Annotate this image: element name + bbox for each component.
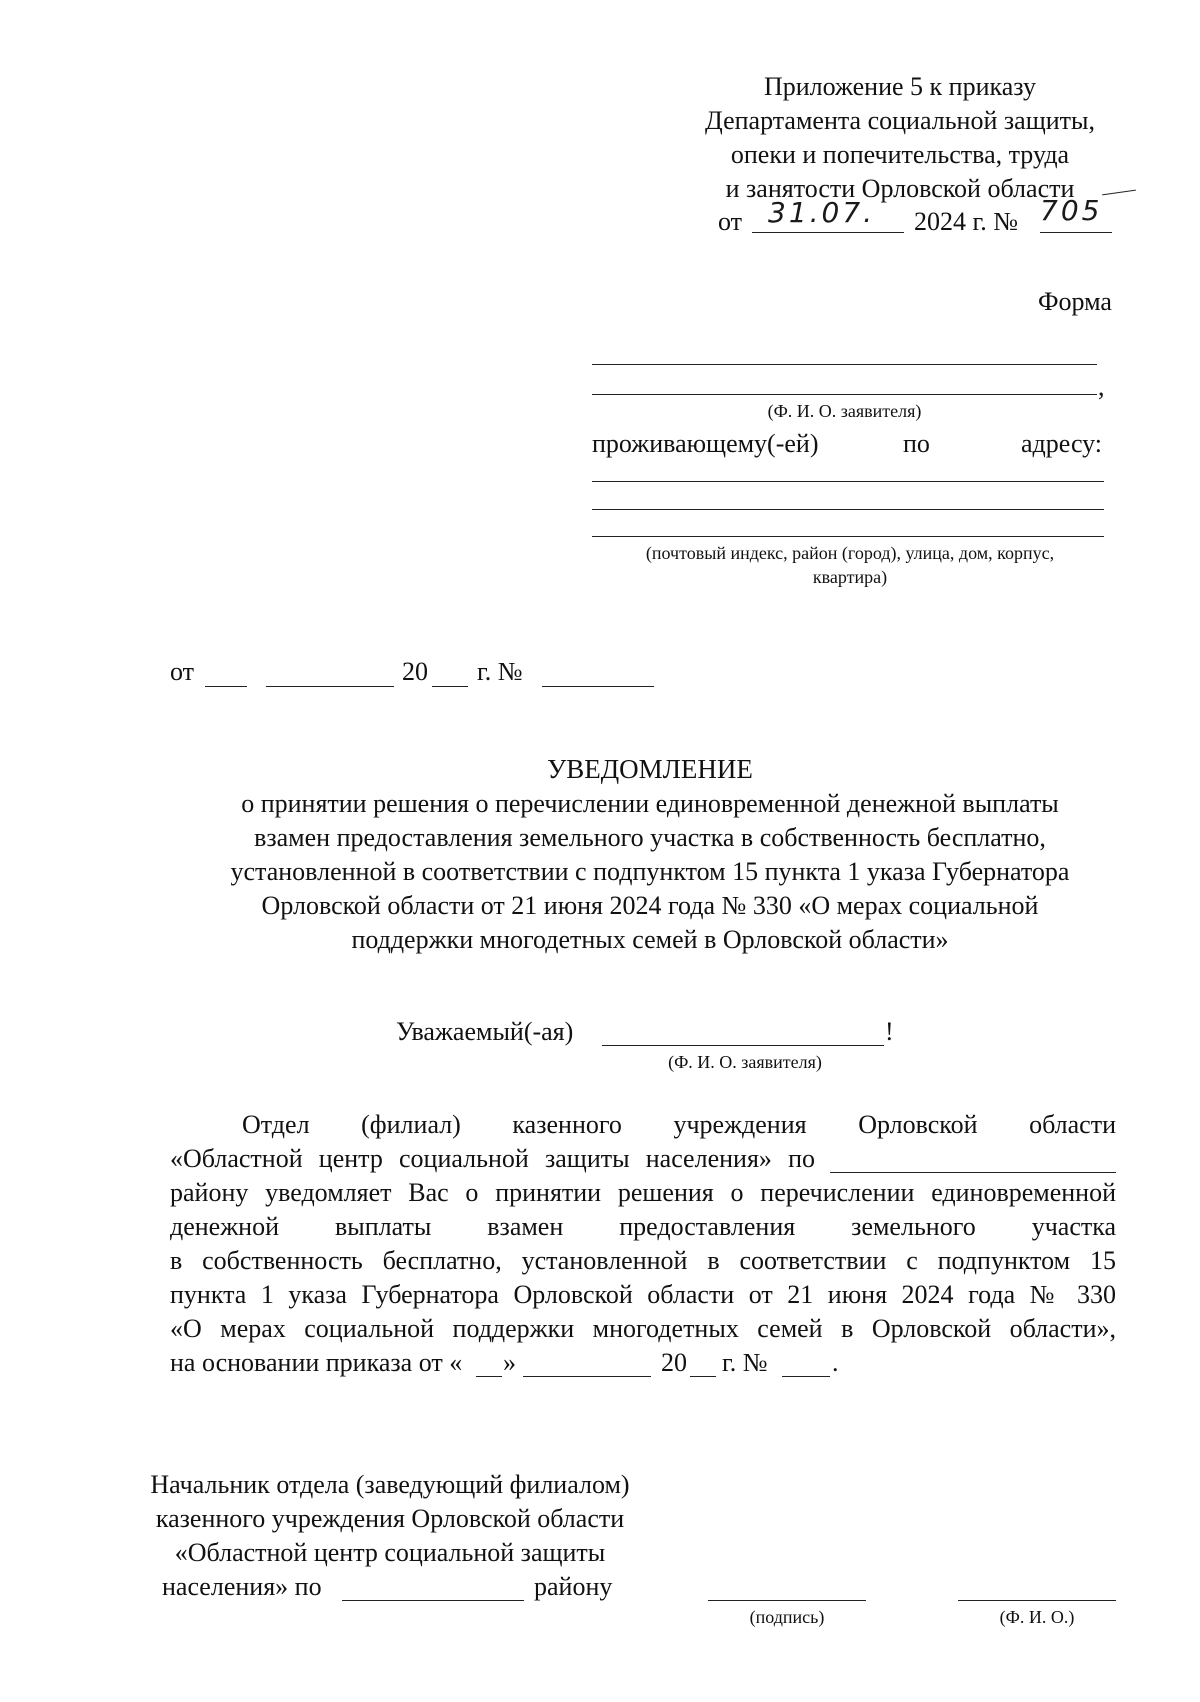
header-line-3: опеки и попечительства, труда: [730, 140, 1070, 169]
body-line-8-end: .: [832, 1348, 839, 1377]
title-line-1: о принятии решения о перечислении единовременной денежной выплаты: [241, 789, 1059, 818]
signer-fio-field[interactable]: [958, 1600, 1116, 1601]
body-line-8-no: г. №: [722, 1348, 768, 1377]
handwritten-stroke: [1102, 190, 1136, 196]
title-heading: УВЕДОМЛЕНИЕ: [547, 754, 753, 784]
body-line-3: району уведомляет Вас о принятии решения о перечислении единовременной: [170, 1178, 1116, 1207]
handwritten-number: 705: [1040, 194, 1103, 227]
body-line-8-prefix: на основании приказа от «: [170, 1348, 463, 1377]
address-line-3[interactable]: [592, 536, 1104, 537]
ref-century: 20: [402, 657, 428, 686]
header-date-prefix: от: [718, 207, 743, 236]
address-line-2[interactable]: [592, 509, 1104, 510]
signer-line-3: «Областной центр социальной защиты: [174, 1538, 606, 1567]
address-caption-1: (почтовый индекс, район (город), улица, дом, корпус,: [645, 543, 1055, 563]
greeting-name-field[interactable]: [602, 1045, 884, 1046]
body-line-2: «Областной центр социальной защиты населения» по: [170, 1144, 815, 1173]
title-line-5: поддержки многодетных семей в Орловской области»: [351, 925, 949, 954]
body-line-4: денежной выплаты взамен предоставления земельного участка: [170, 1212, 1116, 1241]
residing-word-1: проживающему(-ей): [592, 429, 819, 458]
greeting-text: Уважаемый(-ая): [396, 1017, 574, 1046]
header-line-2: Департамента социальной защиты,: [705, 106, 1095, 135]
header-line-4: и занятости Орловской области: [725, 174, 1075, 203]
signer-fio-caption: (Ф. И. О.): [999, 1607, 1075, 1627]
header-line-1: Приложение 5 к приказу: [763, 72, 1036, 101]
district-field[interactable]: [830, 1172, 1116, 1173]
handwritten-date: 31.07.: [768, 196, 876, 229]
order-year-field[interactable]: [690, 1376, 716, 1377]
greeting-exclamation: !: [885, 1017, 894, 1046]
title-line-2: взамен предоставления земельного участка в собственность бесплатно,: [254, 823, 1046, 852]
signer-line-1: Начальник отдела (заведующий филиалом): [150, 1470, 630, 1499]
greeting-caption: (Ф. И. О. заявителя): [668, 1052, 822, 1072]
signature-field[interactable]: [708, 1600, 866, 1601]
body-line-6: пункта 1 указа Губернатора Орловской области от 21 июня 2024 года № 330: [170, 1280, 1116, 1309]
body-line-1: Отдел (филиал) казенного учреждения Орловской области: [242, 1110, 1116, 1139]
fio-caption: (Ф. И. О. заявителя): [767, 401, 922, 421]
ref-month-field[interactable]: [266, 686, 394, 687]
ref-prefix: от: [170, 657, 195, 686]
ref-number-field[interactable]: [542, 686, 654, 687]
ref-year-suffix: г. №: [477, 657, 523, 686]
fio-line-2[interactable]: [592, 394, 1097, 395]
title-line-3: установленной в соответствии с подпунктом 15 пункта 1 указа Губернатора: [230, 857, 1070, 886]
address-line-1[interactable]: [592, 481, 1104, 482]
fio-comma: ,: [1098, 372, 1105, 401]
title-line-4: Орловской области от 21 июня 2024 года № 330 «О мерах социальной: [261, 891, 1039, 920]
form-label: Форма: [1038, 287, 1112, 316]
date-underline: [752, 232, 904, 233]
signer-line-4-prefix: населения» по: [162, 1572, 322, 1601]
signer-district-field[interactable]: [342, 1600, 524, 1601]
header-year: 2024 г. №: [914, 207, 1019, 236]
address-caption-2: квартира): [812, 567, 888, 587]
residing-word-2: по: [903, 429, 930, 458]
body-line-8-mid: »: [503, 1348, 516, 1377]
signer-line-2: казенного учреждения Орловской области: [155, 1504, 625, 1533]
order-number-field[interactable]: [782, 1376, 830, 1377]
number-underline: [1040, 232, 1112, 233]
body-line-5: в собственность бесплатно, установленной в соответствии с подпунктом 15: [170, 1246, 1116, 1275]
body-line-7: «О мерах социальной поддержки многодетных семей в Орловской области»,: [170, 1314, 1116, 1343]
residing-word-3: адресу:: [1021, 429, 1103, 458]
ref-day-field[interactable]: [205, 686, 247, 687]
body-line-8-century: 20: [661, 1348, 687, 1377]
signer-line-4-suffix: району: [534, 1572, 613, 1601]
ref-year-field[interactable]: [432, 686, 468, 687]
order-day-field[interactable]: [476, 1376, 502, 1377]
fio-line-1[interactable]: [592, 364, 1097, 365]
order-month-field[interactable]: [523, 1376, 651, 1377]
signature-caption: (подпись): [749, 1607, 825, 1627]
